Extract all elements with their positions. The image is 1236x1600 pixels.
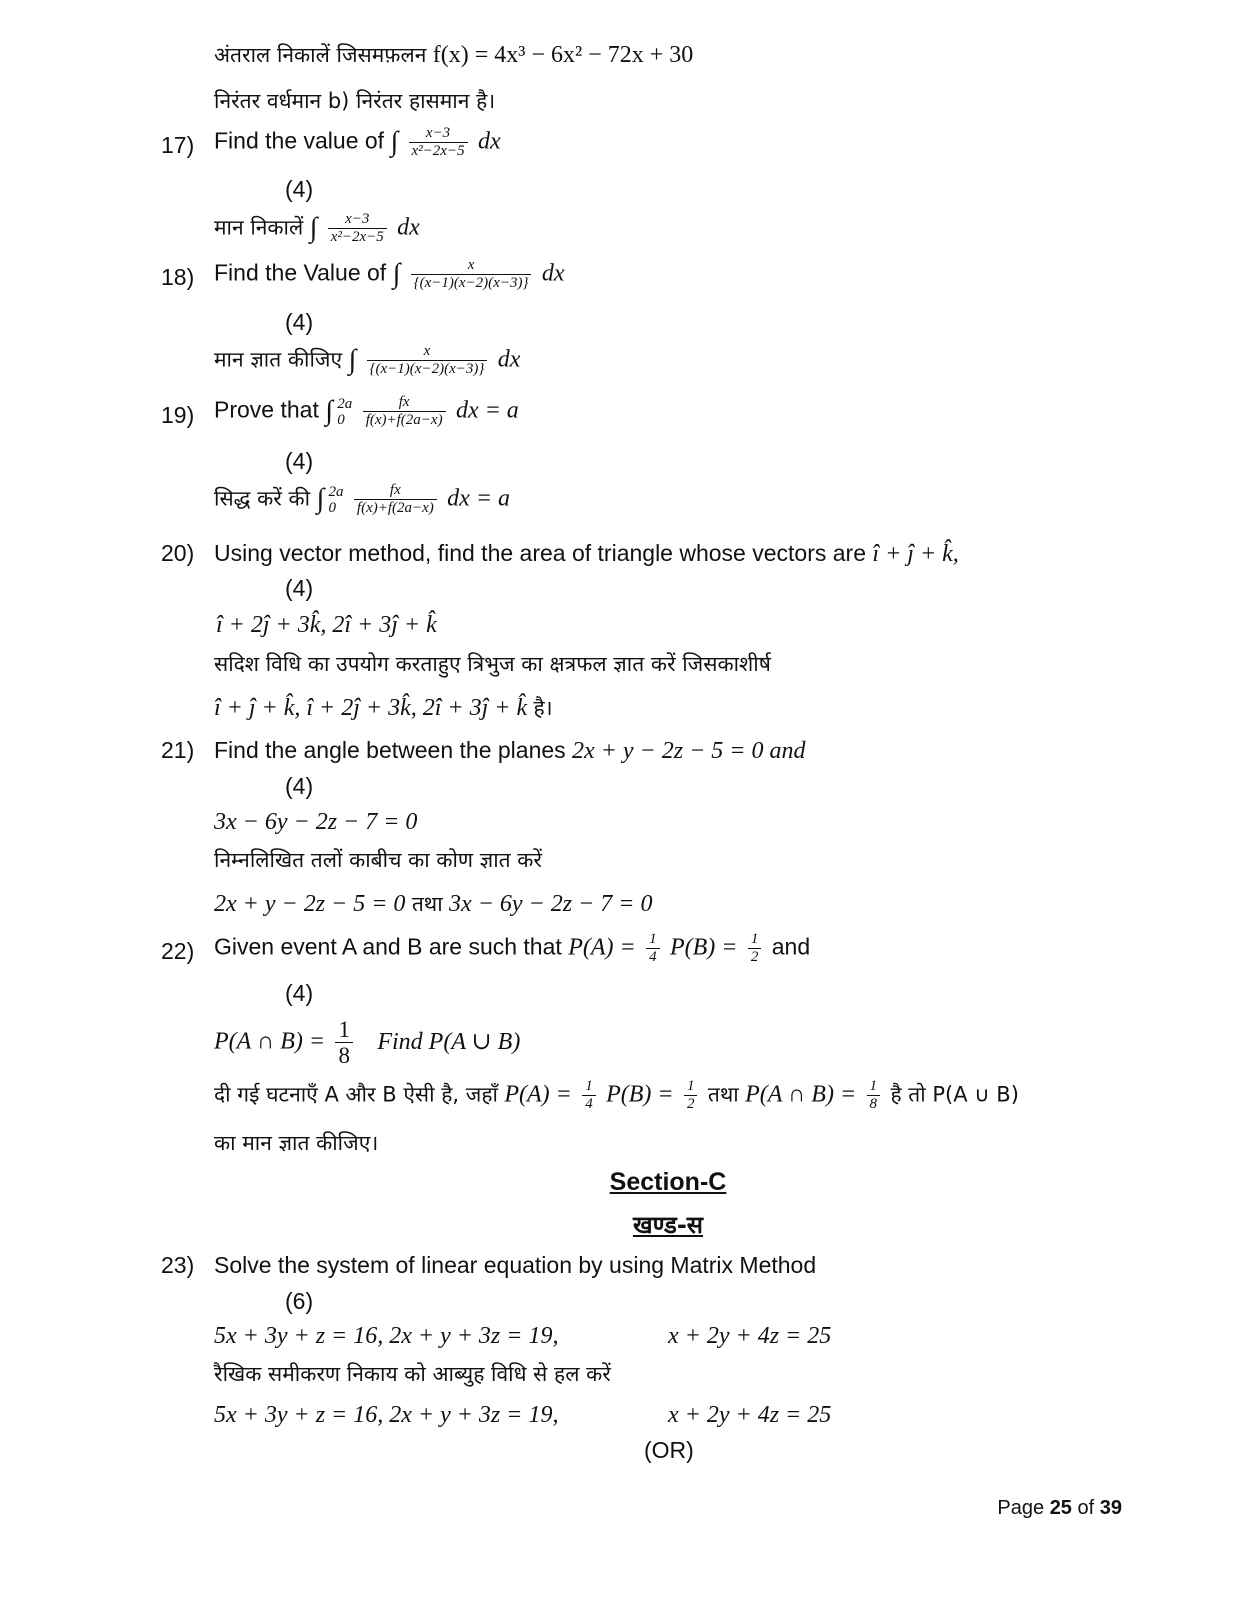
q22-and: and: [771, 933, 811, 960]
q17-number: 17): [161, 132, 195, 158]
q17-dx: dx: [397, 214, 420, 241]
q22-pb-fraction: [684, 1078, 698, 1113]
q19-upper-limit: 2a: [337, 395, 353, 412]
q18-english: [214, 257, 565, 292]
q16-line2: [214, 85, 495, 116]
q22-hindi: [214, 1078, 1019, 1113]
q19-hindi-text: सिद्ध करें की: [214, 486, 311, 511]
integral-sign: ∫: [392, 258, 401, 290]
q19-denominator: f(x)+f(2a−x): [356, 500, 434, 516]
q20-hindi-text: सदिश विधि का उपयोग करताहुए त्रिभुज का क्षत्रफल ज्ञात करें जिसकाशीर्ष: [214, 652, 771, 676]
section-title-hindi: खण्ड-स: [632, 1211, 704, 1239]
q18-hindi: [214, 343, 520, 378]
page-total: 39: [1099, 1497, 1122, 1519]
q21-marks: (4): [285, 773, 314, 799]
q19-limits: [329, 484, 344, 516]
frac-denominator: 2: [750, 949, 759, 965]
q23-hindi: [214, 1358, 611, 1389]
q18-text: Find the Value of: [214, 259, 387, 286]
q18-fraction: [411, 257, 532, 292]
q23-equations-a-repeat: 5x + 3y + z = 16, 2x + y + 3z = 19,: [214, 1402, 559, 1428]
q23-equations-a: 5x + 3y + z = 16, 2x + y + 3z = 19,: [214, 1323, 559, 1349]
q18-number: 18): [161, 264, 195, 290]
q21-number: 21): [161, 737, 195, 763]
q23-text: Solve the system of linear equation by using Matrix Method: [214, 1252, 817, 1278]
q18-hindi-text: मान ज्ञात कीजिए: [214, 347, 343, 372]
q22-hindi-text-2: का मान ज्ञात कीजिए।: [214, 1131, 379, 1155]
q20-vectors-line: î + 2ĵ + 3k̂, 2î + 3ĵ + k̂: [216, 612, 437, 638]
q20-number: 20): [161, 540, 195, 566]
q23-equations-b-repeat: x + 2y + 4z = 25: [668, 1402, 832, 1428]
q19-denominator: f(x)+f(2a−x): [365, 412, 443, 428]
q23-equations-b: x + 2y + 4z = 25: [668, 1323, 832, 1349]
q21-hindi: [214, 844, 542, 875]
page-of: of: [1077, 1497, 1095, 1519]
q17-numerator: x−3: [328, 211, 387, 229]
frac-numerator: 1: [684, 1078, 698, 1096]
q19-number: 19): [161, 402, 195, 428]
page-label: Page: [997, 1497, 1045, 1519]
q18-dx: dx: [541, 260, 565, 287]
q21-text: Find the angle between the planes: [214, 737, 566, 763]
q18-numerator: x: [367, 343, 488, 361]
q22-pab-fraction: [335, 1017, 353, 1068]
q19-rhs: dx = a: [447, 485, 511, 512]
q20-marks: (4): [285, 575, 314, 601]
q23-english: [214, 1250, 816, 1280]
frac-denominator: 4: [649, 949, 657, 965]
q23-marks: (6): [285, 1288, 314, 1314]
integral-sign: ∫: [316, 483, 325, 515]
q21-plane-2: 3x − 6y − 2z − 7 = 0: [214, 809, 418, 835]
q17-numerator: x−3: [409, 125, 468, 143]
q19-upper-limit: 2a: [328, 483, 344, 500]
q22-find: Find P(A ∪ B): [377, 1028, 521, 1055]
q20-vectors: î + ĵ + k̂, î + 2ĵ + 3k̂, 2î + 3ĵ + k̂: [214, 695, 528, 721]
q22-pb: P(B) =: [606, 1081, 674, 1108]
frac-numerator: 1: [582, 1078, 596, 1096]
q19-hindi: [214, 482, 510, 517]
q22-text: Given event A and B are such that: [214, 933, 562, 960]
q19-marks: (4): [285, 448, 314, 474]
q20-vector-1: î + ĵ + k̂,: [872, 541, 959, 567]
q17-marks: (4): [285, 176, 314, 202]
integral-sign: ∫: [309, 212, 318, 244]
frac-denominator: 8: [869, 1096, 878, 1112]
q18-dx: dx: [497, 346, 521, 373]
q22-pb-fraction: [748, 931, 762, 966]
q22-pab: P(A ∩ B) =: [214, 1028, 326, 1055]
frac-numerator: 1: [748, 931, 762, 949]
q22-pb: P(B) =: [669, 934, 738, 961]
q19-numerator: fx: [363, 394, 446, 412]
q22-pa-fraction: [582, 1078, 596, 1113]
page-current: 25: [1049, 1497, 1072, 1519]
q23-hindi-text: रैखिक समीकरण निकाय को आब्युह विधि से हल करें: [214, 1362, 611, 1386]
page-number: [997, 1497, 1122, 1520]
q21-plane-1: 2x + y − 2z − 5 = 0 and: [572, 738, 806, 764]
q16-hindi-text-2: निरंतर वर्धमान b) निरंतर हासमान है।: [214, 89, 496, 113]
q22-conjunction: तथा: [707, 1082, 739, 1107]
or-label: (OR): [644, 1437, 694, 1463]
integral-sign: ∫: [325, 395, 333, 427]
q18-denominator: {(x−1)(x−2)(x−3)}: [413, 275, 529, 291]
q22-pab: P(A ∩ B) =: [745, 1081, 857, 1108]
q20-hindi-end: है।: [533, 696, 553, 720]
frac-denominator: 8: [338, 1043, 350, 1068]
q17-denominator: x²−2x−5: [330, 229, 384, 245]
frac-denominator: 2: [686, 1096, 695, 1112]
q16-hindi-text: अंतराल निकालें जिसमफ़लन: [214, 43, 427, 67]
q22-pa-fraction: [646, 931, 660, 966]
q18-marks: (4): [285, 309, 314, 335]
q19-fraction: [363, 394, 446, 429]
q21-english: [214, 735, 805, 766]
q17-denominator: x²−2x−5: [411, 143, 465, 159]
frac-numerator: 1: [646, 931, 660, 949]
q22-hindi-text: दी गई घटनाएँ A और B ऐसी है, जहाँ: [214, 1082, 498, 1107]
q22-hindi-end: है तो P(A ∪ B): [890, 1082, 1019, 1107]
q19-lower-limit: 0: [328, 499, 337, 516]
q19-limits: [337, 396, 352, 428]
q21-plane-2: 3x − 6y − 2z − 7 = 0: [449, 891, 653, 917]
q17-dx: dx: [477, 128, 501, 155]
q17-fraction: [409, 125, 468, 160]
q20-hindi: [214, 648, 771, 679]
q16-line1: [214, 39, 693, 70]
integral-sign: ∫: [390, 126, 399, 158]
q18-numerator: x: [411, 257, 532, 275]
q21-hindi-text: निम्नलिखित तलों काबीच का कोण ज्ञात करें: [214, 848, 543, 872]
q22-intersection: [214, 1017, 520, 1068]
q19-lower-limit: 0: [337, 411, 345, 428]
q22-marks: (4): [285, 980, 314, 1006]
q20-hindi-vectors: [214, 692, 553, 723]
integral-sign: ∫: [348, 344, 357, 376]
q18-hindi-fraction: [367, 343, 488, 378]
q22-pa: P(A) =: [568, 934, 636, 961]
q22-number: 22): [161, 938, 195, 964]
q17-hindi-fraction: [328, 211, 387, 246]
q22-pa: P(A) =: [504, 1081, 572, 1108]
q20-english: [214, 538, 959, 569]
q20-text: Using vector method, find the area of triangle whose vectors are: [214, 540, 867, 566]
q19-hindi-fraction: [354, 482, 437, 517]
frac-denominator: 4: [585, 1096, 593, 1112]
q17-text: Find the value of: [214, 127, 385, 154]
q19-numerator: fx: [354, 482, 437, 500]
q21-conjunction: तथा: [411, 892, 443, 916]
q22-hindi-2: [214, 1127, 378, 1158]
q23-number: 23): [161, 1252, 195, 1278]
q19-english: [214, 394, 519, 429]
q16-function: f(x) = 4x³ − 6x² − 72x + 30: [432, 42, 694, 68]
frac-numerator: 1: [867, 1078, 881, 1096]
q22-english: [214, 931, 810, 966]
q17-hindi: [214, 211, 420, 246]
q22-pab-fraction: [867, 1078, 881, 1113]
q18-denominator: {(x−1)(x−2)(x−3)}: [369, 361, 485, 377]
q17-english: [214, 125, 501, 160]
q19-text: Prove that: [214, 396, 319, 423]
q19-rhs: dx = a: [455, 397, 519, 424]
q21-hindi-equations: [214, 888, 652, 919]
q17-hindi-text: मान निकालें: [214, 215, 304, 240]
section-title: Section-C: [609, 1168, 727, 1196]
q21-plane-1: 2x + y − 2z − 5 = 0: [214, 891, 406, 917]
frac-numerator: 1: [335, 1017, 353, 1043]
